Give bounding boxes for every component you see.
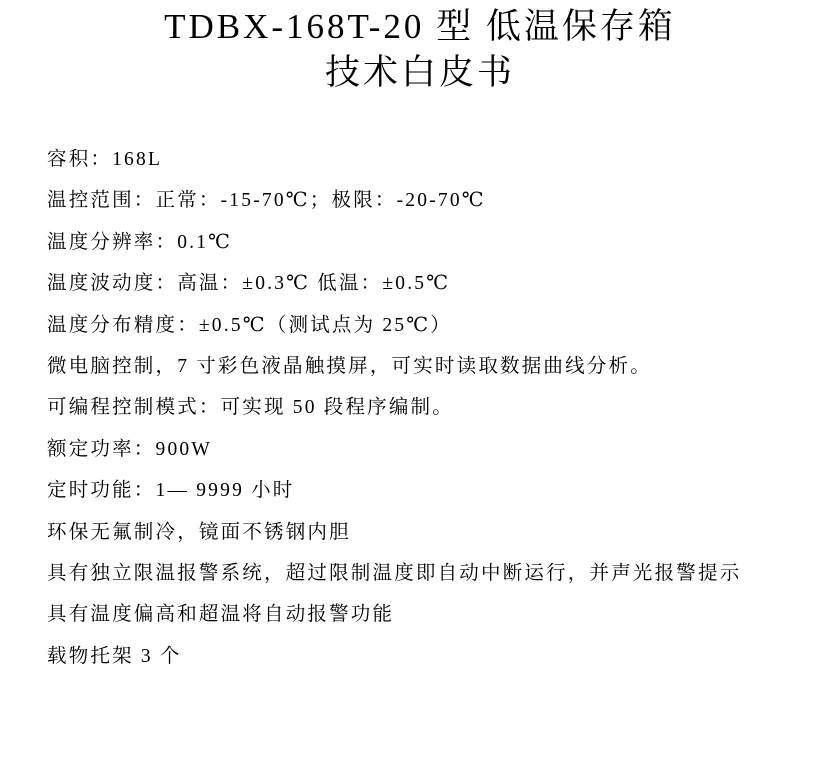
spec-line-temp-uniformity: 温度分布精度：±0.5℃（测试点为 25℃）	[47, 314, 452, 336]
spec-line-refrigeration: 环保无氟制冷，镜面不锈钢内胆	[47, 521, 351, 543]
spec-line-limit-alarm-system: 具有独立限温报警系统，超过限制温度即自动中断运行，并声光报警提示	[47, 563, 742, 585]
spec-line-temp-resolution: 温度分辨率：0.1℃	[47, 231, 233, 253]
document-title-line2: 技术白皮书	[324, 53, 515, 92]
spec-line-rated-power: 额定功率：900W	[47, 438, 212, 460]
document-body	[47, 139, 768, 677]
spec-line-shelves: 载物托架 3 个	[47, 645, 182, 667]
spec-line-capacity: 容积：168L	[47, 149, 163, 170]
spec-line-temp-fluctuation: 温度波动度：高温：±0.3℃ 低温：±0.5℃	[47, 273, 451, 295]
spec-line-over-temp-alarm: 具有温度偏高和超温将自动报警功能	[47, 604, 395, 626]
document-title	[0, 4, 816, 96]
spec-line-temp-control-range: 温控范围：正常：-15-70℃；极限：-20-70℃	[47, 190, 486, 212]
spec-line-programmable-mode: 可编程控制模式：可实现 50 段程序编制。	[47, 397, 454, 419]
spec-line-microcomputer-control: 微电脑控制，7 寸彩色液晶触摸屏，可实时读取数据曲线分析。	[47, 356, 652, 378]
spec-line-timer-function: 定时功能：1— 9999 小时	[47, 480, 295, 502]
document-title-line1: TDBX-168T-20 型 低温保存箱	[164, 7, 676, 46]
